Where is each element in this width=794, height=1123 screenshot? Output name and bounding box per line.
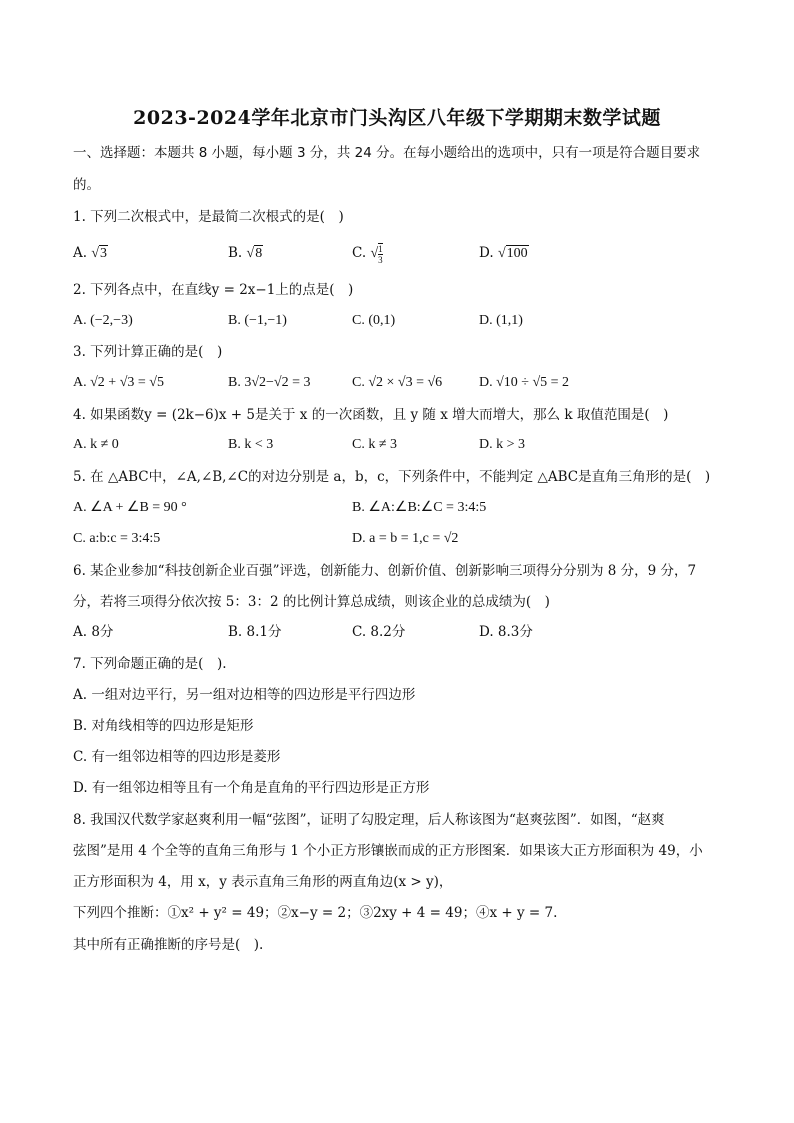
question-2-option-c: C. (0,1) — [352, 313, 396, 328]
question-4-stem: 4. 如果函数y = (2k−6)x + 5是关于 x 的一次函数，且 y 随 x 增大而增大，那么 k 取值范围是( ) — [73, 407, 669, 423]
question-1-option-a: A. √3 — [73, 245, 108, 261]
question-6-stem-line1: 6. 某企业参加“科技创新企业百强”评选，创新能力、创新价值、创新影响三项得分分别为 8 分，9 分，7 — [73, 563, 697, 579]
question-5-option-a: A. ∠A + ∠B = 90 ° — [73, 500, 187, 515]
question-3-option-c: C. √2 × √3 = √6 — [352, 375, 443, 390]
fraction-denominator: 3 — [378, 255, 383, 265]
question-8-stem-line3: 正方形面积为 4，用 x，y 表示直角三角形的两直角边(x > y)， — [73, 874, 453, 890]
question-5-stem: 5. 在 △ABC中，∠A,∠B,∠C的对边分别是 a，b，c，下列条件中，不能判定 △ABC是直角三角形的是( ) — [73, 469, 711, 485]
question-7-option-d: D. 有一组邻边相等且有一个角是直角的平行四边形是正方形 — [73, 780, 430, 796]
question-1-stem: 1. 下列二次根式中，是最简二次根式的是( ) — [73, 209, 344, 225]
question-2-option-a: A. (−2,−3) — [73, 313, 133, 328]
question-1-option-d: D. √100 — [479, 245, 528, 261]
question-1-option-c: C. √ $\frac{1}{3}$ — [352, 244, 383, 265]
question-4-option-b: B. k < 3 — [228, 437, 274, 452]
question-7-option-c: C. 有一组邻边相等的四边形是菱形 — [73, 749, 281, 765]
question-7-stem: 7. 下列命题正确的是( ). — [73, 656, 227, 672]
question-6-option-d: D. 8.3分 — [479, 624, 533, 640]
radicand: 8 — [255, 246, 263, 261]
radicand: 100 — [506, 246, 528, 261]
question-8-stem-line1: 8. 我国汉代数学家赵爽利用一幅“弦图”，证明了勾股定理，后人称该图为“赵爽弦图”．如图，“赵爽 — [73, 812, 665, 828]
question-4-option-d: D. k > 3 — [479, 437, 526, 452]
question-6-stem-line2: 分，若将三项得分依次按 5：3：2 的比例计算总成绩，则该企业的总成绩为( ) — [73, 594, 550, 610]
question-7-option-a: A. 一组对边平行，另一组对边相等的四边形是平行四边形 — [73, 687, 416, 703]
fraction-numerator: 1 — [378, 244, 383, 254]
question-3-option-d: D. √10 ÷ √5 = 2 — [479, 375, 570, 390]
question-2-option-b: B. (−1,−1) — [228, 313, 287, 328]
question-4-option-c: C. k ≠ 3 — [352, 437, 398, 452]
question-5-option-c: C. a:b:c = 3:4:5 — [73, 531, 161, 546]
question-8-stem-line5: 其中所有正确推断的序号是( ). — [73, 937, 264, 953]
question-6-option-c: C. 8.2分 — [352, 624, 406, 640]
question-7-option-b: B. 对角线相等的四边形是矩形 — [73, 718, 254, 734]
question-3-option-b: B. 3√2−√2 = 3 — [228, 375, 311, 390]
question-2-stem: 2. 下列各点中，在直线y = 2x−1上的点是( ) — [73, 282, 354, 298]
question-3-stem: 3. 下列计算正确的是( ) — [73, 344, 223, 360]
page-title: 2023-2024学年北京市门头沟区八年级下学期期末数学试题 — [133, 107, 661, 129]
question-6-option-b: B. 8.1分 — [228, 624, 282, 640]
question-5-option-b: B. ∠A:∠B:∠C = 3:4:5 — [352, 500, 487, 515]
question-4-option-a: A. k ≠ 0 — [73, 437, 119, 452]
question-6-option-a: A. 8分 — [73, 624, 114, 640]
question-1-option-b: B. √8 — [228, 245, 263, 261]
question-2-option-d: D. (1,1) — [479, 313, 523, 328]
section-instructions-line2: 的。 — [73, 177, 100, 193]
section-instructions-line1: 一、选择题：本题共 8 小题，每小题 3 分，共 24 分。在每小题给出的选项中，只有一项是符合题目要求 — [73, 145, 701, 161]
question-8-stem-line2: 弦图”是用 4 个全等的直角三角形与 1 个小正方形镶嵌而成的正方形图案．如果该大正方形面积为 49，小 — [73, 843, 703, 859]
radicand: 3 — [100, 246, 108, 261]
question-8-stem-line4: 下列四个推断：①x² + y² = 49；②x−y = 2；③2xy + 4 = 49；④x + y = 7. — [73, 905, 558, 921]
question-5-option-d: D. a = b = 1,c = √2 — [352, 531, 459, 546]
question-3-option-a: A. √2 + √3 = √5 — [73, 375, 164, 390]
